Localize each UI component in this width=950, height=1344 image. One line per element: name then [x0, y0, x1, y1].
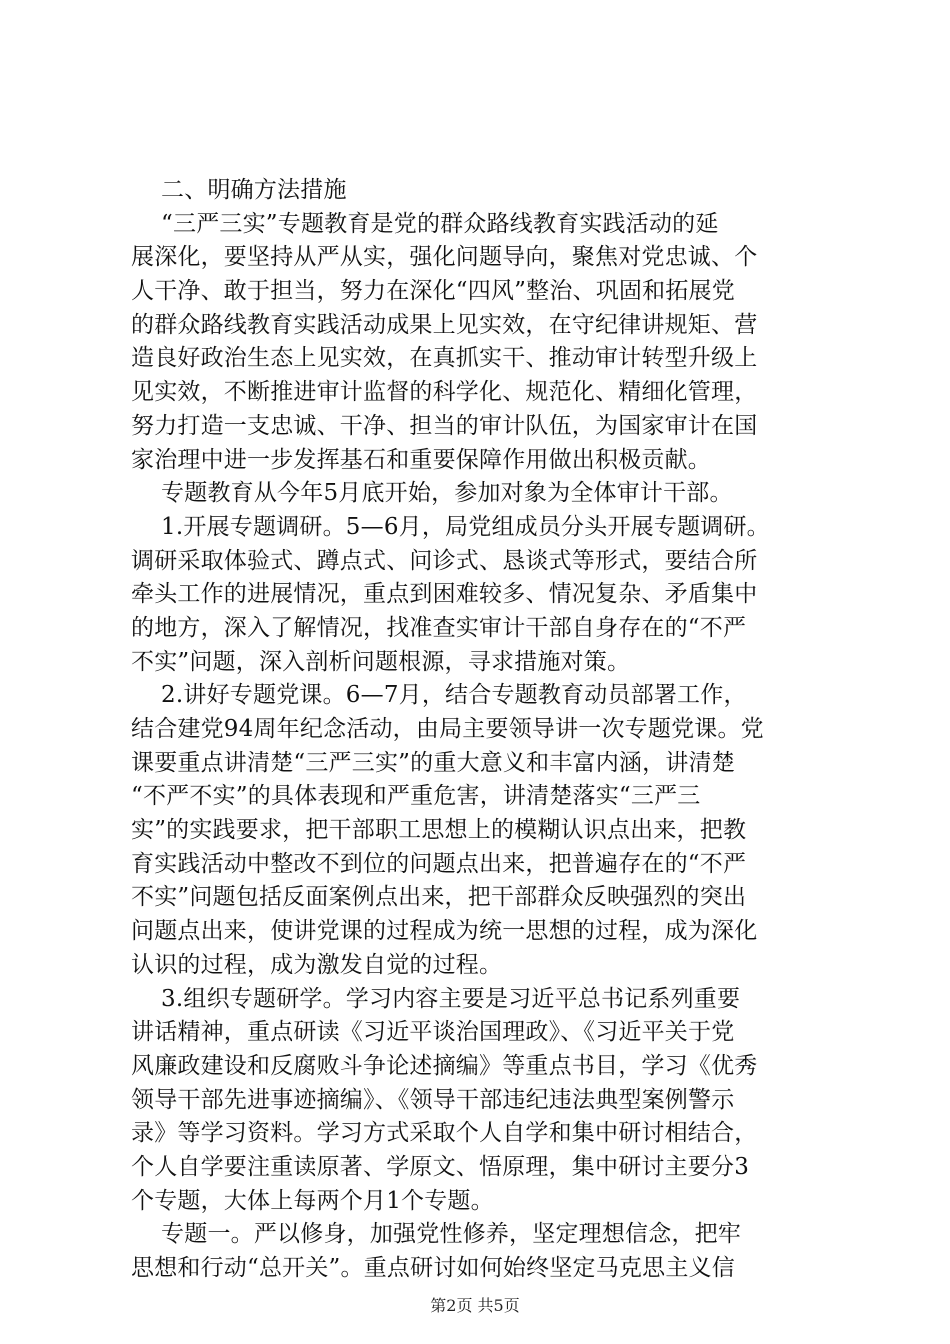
- paragraph-line: 见实效，不断推进审计监督的科学化、规范化、精细化管理，: [131, 379, 758, 406]
- paragraph-line: 认识的过程，成为激发自觉的过程。: [131, 951, 503, 978]
- paragraph-line: 牵头工作的进展情况，重点到困难较多、情况复杂、矛盾集中: [131, 581, 758, 608]
- paragraph-line: 录》等学习资料。学习方式采取个人自学和集中研讨相结合，: [131, 1120, 758, 1147]
- paragraph-line: 2.讲好专题党课。6—7月，结合专题教育动员部署工作，: [131, 682, 747, 709]
- paragraph-line: 实”的实践要求，把干部职工思想上的模糊认识点出来，把教: [131, 817, 747, 844]
- paragraph-line: 思想和行动“总开关”。重点研讨如何始终坚定马克思主义信: [131, 1255, 735, 1281]
- paragraph-line: 的地方，深入了解情况，找准查实审计干部自身存在的“不严: [131, 614, 747, 641]
- paragraph-line: “不严不实”的具体表现和严重危害，讲清楚落实“三严三: [131, 783, 701, 810]
- paragraph-line: 个专题，大体上每两个月1个专题。: [131, 1187, 494, 1214]
- section-heading: 二、明确方法措施: [131, 177, 347, 203]
- paragraph-line: 家治理中进一步发挥基石和重要保障作用做出积极贡献。: [131, 446, 711, 473]
- paragraph-line: 努力打造一支忠诚、干净、担当的审计队伍，为国家审计在国: [131, 412, 758, 439]
- paragraph-line: 课要重点讲清楚“三严三实”的重大意义和丰富内涵，讲清楚: [131, 749, 735, 776]
- paragraph-line: 育实践活动中整改不到位的问题点出来，把普遍存在的“不严: [131, 850, 747, 877]
- paragraph-line: 专题一。严以修身，加强党性修养，坚定理想信念，把牢: [131, 1221, 742, 1248]
- paragraph-line: 专题教育从今年5月底开始，参加对象为全体审计干部。: [131, 480, 733, 507]
- paragraph-line: “三严三实”专题教育是党的群众路线教育实践活动的延: [131, 210, 719, 237]
- paragraph-line: 领导干部先进事迹摘编》、《领导干部违纪违法典型案例警示: [131, 1086, 735, 1113]
- paragraph-line: 不实”问题，深入剖析问题根源，寻求措施对策。: [131, 648, 631, 675]
- document-body: [131, 174, 831, 1286]
- paragraph-line: 风廉政建设和反腐败斗争论述摘编》等重点书目，学习《优秀: [131, 1052, 758, 1079]
- paragraph-line: 造良好政治生态上见实效，在真抓实干、推动审计转型升级上: [131, 345, 758, 372]
- paragraph-line: 3.组织专题研学。学习内容主要是习近平总书记系列重要: [131, 985, 741, 1012]
- paragraph-line: 不实”问题包括反面案例点出来，把干部群众反映强烈的突出: [131, 884, 747, 911]
- page-number-footer: 第2页 共5页: [430, 1296, 520, 1315]
- paragraph-line: 的群众路线教育实践活动成果上见实效，在守纪律讲规矩、营: [131, 311, 758, 338]
- paragraph-line: 调研采取体验式、蹲点式、问诊式、恳谈式等形式，要结合所: [131, 547, 758, 574]
- paragraph-line: 结合建党94周年纪念活动，由局主要领导讲一次专题党课。党: [131, 716, 764, 742]
- paragraph-line: 展深化，要坚持从严从实，强化问题导向，聚焦对党忠诚、个: [131, 244, 758, 271]
- paragraph-line: 问题点出来，使讲党课的过程成为统一思想的过程，成为深化: [131, 918, 758, 945]
- paragraph-line: 个人自学要注重读原著、学原文、悟原理，集中研讨主要分3: [131, 1153, 750, 1180]
- paragraph-line: 讲话精神，重点研读《习近平谈治国理政》、《习近平关于党: [131, 1019, 735, 1046]
- paragraph-line: 人干净、敢于担当，努力在深化“四风”整治、巩固和拓展党: [131, 278, 735, 305]
- paragraph-line: 1.开展专题调研。5—6月，局党组成员分头开展专题调研。: [131, 513, 770, 540]
